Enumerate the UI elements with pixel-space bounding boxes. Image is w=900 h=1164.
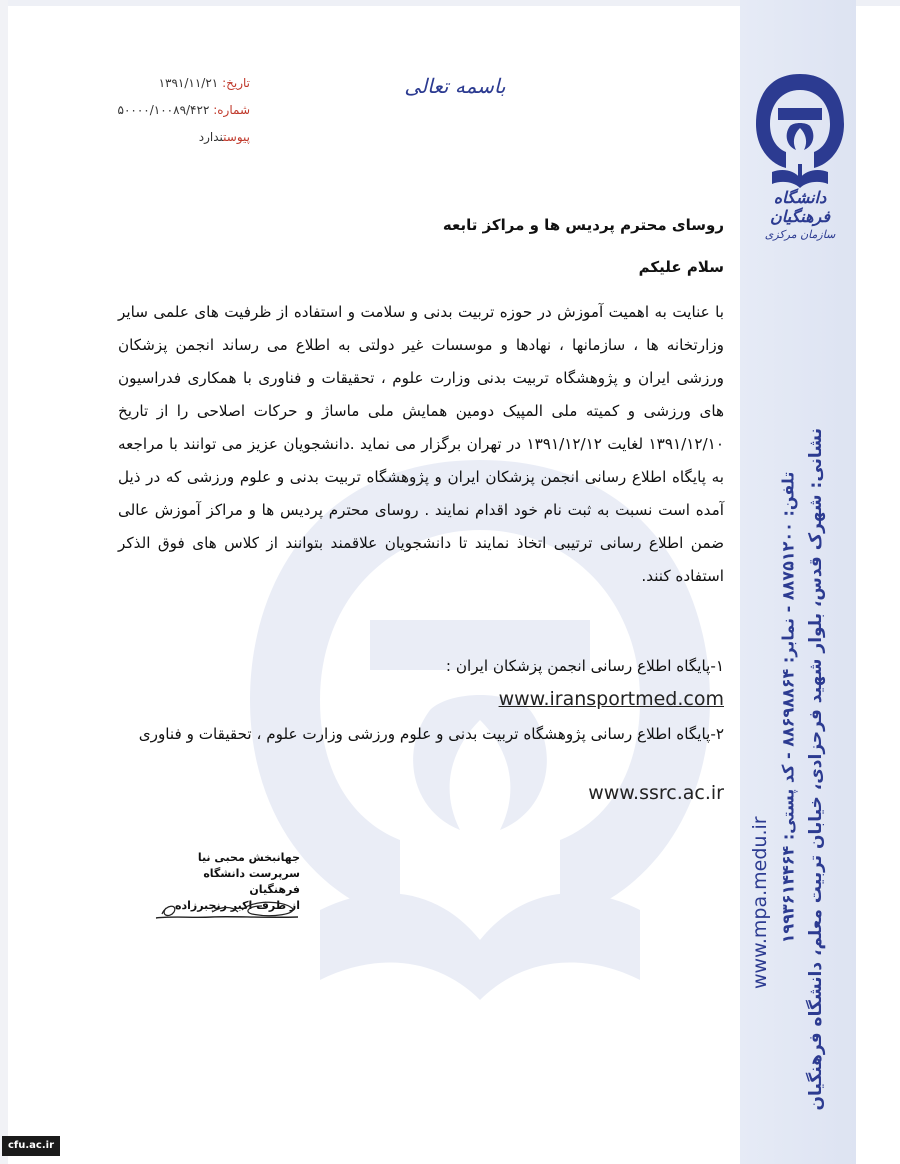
date-value: ۱۳۹۱/۱۱/۲۱ xyxy=(158,76,219,90)
attachment-row xyxy=(70,124,250,151)
address-text: نشانی: شهرک قدس، بلوار شهید فرحزادی، خیابان تربیت معلم، دانشگاه فرهنگیان xyxy=(806,428,826,1111)
website-text: www.mpa.medu.ir xyxy=(749,816,771,989)
bismillah-heading: باسمه تعالی xyxy=(404,74,506,98)
university-subtitle: سازمان مرکزی xyxy=(764,228,836,241)
scan-left-edge xyxy=(0,0,8,1164)
phone-text: تلفن: ۸۸۷۵۱۲۰۰ - نمابر: ۸۸۶۹۸۸۶۴ - کد پستی: ۱۹۹۳۶۱۴۴۶۴ xyxy=(778,471,798,944)
date-row xyxy=(70,70,250,97)
signer-name: جهانبخش محبی نیا xyxy=(197,851,300,864)
attachment-label: پیوست xyxy=(223,130,250,144)
logo-caption xyxy=(750,188,850,241)
number-value: ۵۰۰۰۰/۱۰۰۸۹/۴۲۲ xyxy=(117,103,210,117)
salutation-line: سلام علیکم xyxy=(638,258,724,276)
reference-1-text: ۱-پایگاه اطلاع رسانی انجمن پزشکان ایران : xyxy=(445,657,724,675)
attachment-value: ندارد xyxy=(198,130,224,144)
signer-behalf: از طرف اکبر رنجبرزاده xyxy=(174,899,300,912)
handwritten-signature xyxy=(152,896,302,928)
reference-2-text: ۲-پایگاه اطلاع رسانی پژوهشگاه تربیت بدنی و علوم ورزشی وزارت علوم ، تحقیقات و فناوری xyxy=(138,725,724,743)
recipient-line: روسای محترم پردیس ها و مراکز تابعه xyxy=(442,216,724,234)
date-label: تاریخ: xyxy=(222,76,250,90)
letter-meta xyxy=(70,70,250,151)
number-row xyxy=(70,97,250,124)
letter-body: با عنایت به اهمیت آموزش در حوزه تربیت بدنی و سلامت و استفاده از ظرفیت های علمی سایر وزارتخانه ها ، سازمانها ، نهادها و موسسات غیر دولتی به اطلاع می رساند انجمن پزشکان ورزشی ایران و پژوهشگاه تربیت بدنی وزارت علوم ، تحقیقات و فناوری با همکاری فدراسیون های ورزشی و کمیته ملی المپیک دومین همایش ملی ماساژ و حرکات اصلاحی را از تاریخ ۱۳۹۱/۱۲/۱۰ لغایت ۱۳۹۱/۱۲/۱۲ در تهران برگزار می نماید .دانشجویان عزیز می توانند با مراجعه به پایگاه اطلاع رسانی انجمن پزشکان ایران و پژوهشگاه تربیت بدنی و علوم ورزشی که در ذیل آمده است نسبت به ثبت نام خود اقدام نمایند . روسای محترم پردیس ها و مراکز آموزش عالی ضمن اطلاع رسانی ترتیبی اتخاذ نمایند تا دانشجویان علاقمند بتوانند از کلاس های فوق الذکر استفاده کنند. xyxy=(118,303,724,585)
university-name: دانشگاه فرهنگیان xyxy=(769,188,831,226)
reference-1-link[interactable]: www.iransportmed.com xyxy=(498,688,724,710)
number-label: شماره: xyxy=(213,103,250,117)
signer-title: سرپرست دانشگاه فرهنگیان xyxy=(203,867,300,896)
site-tag: cfu.ac.ir xyxy=(2,1136,60,1156)
reference-2-link[interactable]: www.ssrc.ac.ir xyxy=(588,782,724,804)
